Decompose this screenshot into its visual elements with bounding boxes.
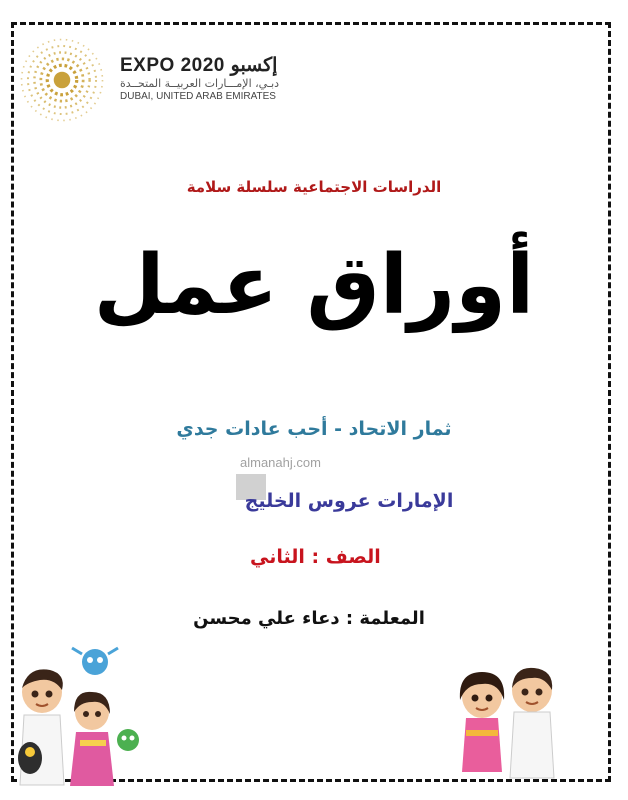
grade-label: الصف : الثاني <box>250 546 381 568</box>
expo-2020-sun-logo-icon <box>16 34 108 126</box>
page-title: أوراق عمل <box>93 238 535 333</box>
cartoon-kids-illustration <box>452 660 564 782</box>
topic-heading: ثمار الاتحاد - أحب عادات جدي <box>176 418 452 440</box>
lesson-heading: الإمارات عروس الخليج <box>244 490 454 512</box>
cartoon-kids-robots-illustration <box>10 640 145 790</box>
watermark-text: almanahj.com <box>240 455 321 470</box>
expo-title: EXPO 2020 إكسبو <box>120 55 278 76</box>
girl-character-icon <box>460 672 504 772</box>
boy-character-icon <box>510 668 554 778</box>
green-robot-icon <box>117 729 139 751</box>
dark-robot-icon <box>18 742 42 774</box>
girl-character-icon <box>70 692 114 786</box>
blue-robot-icon <box>72 648 118 675</box>
subject-heading: الدراسات الاجتماعية سلسلة سلامة <box>186 178 442 196</box>
expo-arabic-location: دبـي، الإمـــارات العربيــة المتحــدة <box>120 77 280 90</box>
expo-branding <box>120 54 290 102</box>
teacher-name: المعلمة : دعاء علي محسن <box>193 608 425 629</box>
expo-english-location: DUBAI, UNITED ARAB EMIRATES <box>120 91 276 102</box>
